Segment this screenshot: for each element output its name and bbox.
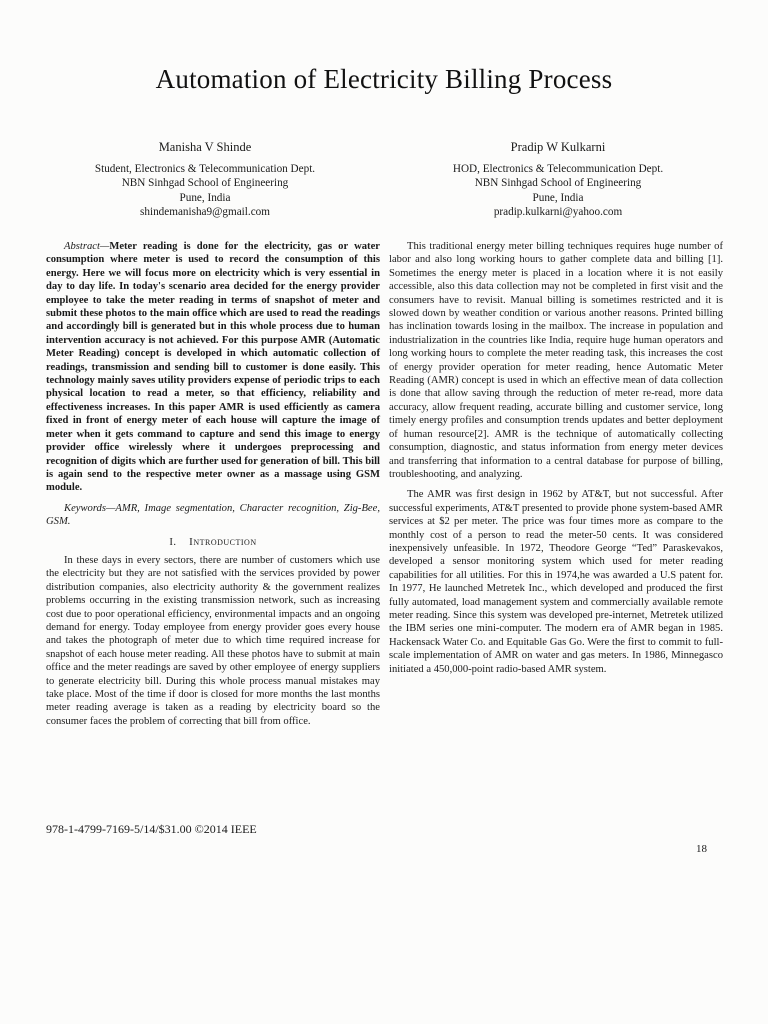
paper-title: Automation of Electricity Billing Process — [155, 64, 613, 94]
page-number: 18 — [696, 843, 707, 855]
author-block-1 — [55, 140, 355, 220]
abstract-text: Meter reading is done for the electricity, gas or water consumption where meter is used to record the consumption of this energy. Here we will focus more on electricity which is very essential in day to day life. In today's scenario area decided for the energy provider employee to take the meter reading in terms of snapshot of meter and submit these photos to the main office which are used to read the readings and accordingly bill is generated but in this whole process due to human intervention accuracy is not achieved. For this purpose AMR (Automatic Meter Reading) concept is developed in which automatic collection of readings, transmission and sending bill to customer is done easily. This technology mainly saves utility providers expense of periodic trips to each physical location to read a meter, so that efficiency, reliability and effectiveness increases. In this paper AMR is used efficiently as camera fixed in front of energy meter of each house will capture the image of meter when it gets command to capture and send this image to energy provider office wirelessly where it undergoes preprocessing and recognition of digits which are further used for generation of bill. This bill is again send to the respective meter owner as a massage using GSM module. — [46, 241, 380, 494]
left-column — [46, 240, 380, 735]
author-school: NBN Sinhgad School of Engineering — [121, 177, 289, 189]
keywords: Keywords—AMR, Image segmentation, Character recognition, Zig-Bee, GSM. — [46, 502, 380, 528]
body-paragraph-2: The AMR was first design in 1962 by AT&T, but not successful. After successful experiments, AT&T presented to provide phone system-based AMR services at $2 per meter. The price was four times more as compare to the monthly cost of a person to read the meter-50 cents. It was considered inexpensively unfeasible. In 1972, Theodore George “Ted” Paraskevakos, developed a sensor monitoring system which used for meter reading capabilities for all utilities. For this in 1974,he was awarded a U.S patent for. In 1977, He launched Metretek Inc., which developed and produced the first fully automated, load management system and commercially available remote meter reading. Since this system was developed pre-internet, Metretek utilized the IBM series one mini-computer. The modern era of AMR began in 1985. Hackensack Water Co. and Equitable Gas Go. Were the first to commit to full-scale implementation of AMR on water and gas meters. In 1986, Minnegasco initiated a 450,000-point radio-based AMR system. — [389, 489, 723, 675]
abstract-label: Abstract— — [64, 241, 110, 252]
author-block-2 — [408, 140, 708, 220]
author-location: Pune, India — [532, 191, 584, 204]
section-title: Introduction — [189, 535, 257, 548]
body-paragraph-1: This traditional energy meter billing techniques requires huge number of labor and also long working hours to gather complete data and billing [1]. Sometimes the energy meter is placed in a location where it is not easily accessible, also this data collection may not be completed in first visit and the consumers have to revisit. Manual billing is sometimes restricted and it is slowed down by weather condition or various another reasons. Printed billing has inclination towards losing in the mailbox. The increase in population and industrialization in the countries like India, require huge human operators and long working hours to complete the meter reading task, this increases the cost of energy provider operation for meter reading, hence Automatic Meter Reading (AMR) concept is used in which an effective mean of data collection is done that allow saving through the reduction of meter re-read, more data accuracy, allow frequent reading, accurate billing and customer service, long timely energy profiles and consumption trends updates and better deployment of human resource[2]. AMR is the technique of automatically collecting consumption, diagnostic, and status information from energy meter devices and transferring that information to a central database for purpose of billing, troubleshooting, and analyzing. — [389, 241, 723, 480]
author-email: pradip.kulkarni@yahoo.com — [493, 206, 623, 218]
author-name: Pradip W Kulkarni — [510, 140, 606, 154]
section-number: I. — [169, 536, 177, 548]
author-email: shindemanisha9@gmail.com — [140, 206, 270, 218]
author-school: NBN Sinhgad School of Engineering — [474, 177, 642, 189]
isbn-copyright: 978-1-4799-7169-5/14/$31.00 ©2014 IEEE — [46, 822, 257, 836]
author-name: Manisha V Shinde — [158, 140, 252, 154]
section-heading — [46, 536, 380, 549]
intro-paragraph: In these days in every sectors, there are number of customers which use the electricity but they are not satisfied with the services provided by power distribution companies, also electricity authority & the government realizes problems occurring in the existing transmission network, such as increasing cost due to poor operational efficiency, environmental impacts and an ongoing demand for energy. Today employee from energy provider goes every house and takes the photograph of meter due to which time required increase for snapshot of each house meter reading. All these photos have to submit at main office and the meter readings are saved by other employee of energy suppliers to generate electricity bill. During this whole process manual mistakes may take place. Most of the time if door is closed for more months the last months meter reading average is taken as a reading by electricity board so the consumer faces the problem of correcting that bill from office. — [46, 554, 380, 727]
abstract — [46, 240, 380, 495]
right-column — [389, 240, 723, 683]
author-location: Pune, India — [179, 191, 231, 204]
author-role: Student, Electronics & Telecommunication Dept. — [94, 162, 316, 175]
author-role: HOD, Electronics & Telecommunication Dept. — [452, 162, 664, 175]
